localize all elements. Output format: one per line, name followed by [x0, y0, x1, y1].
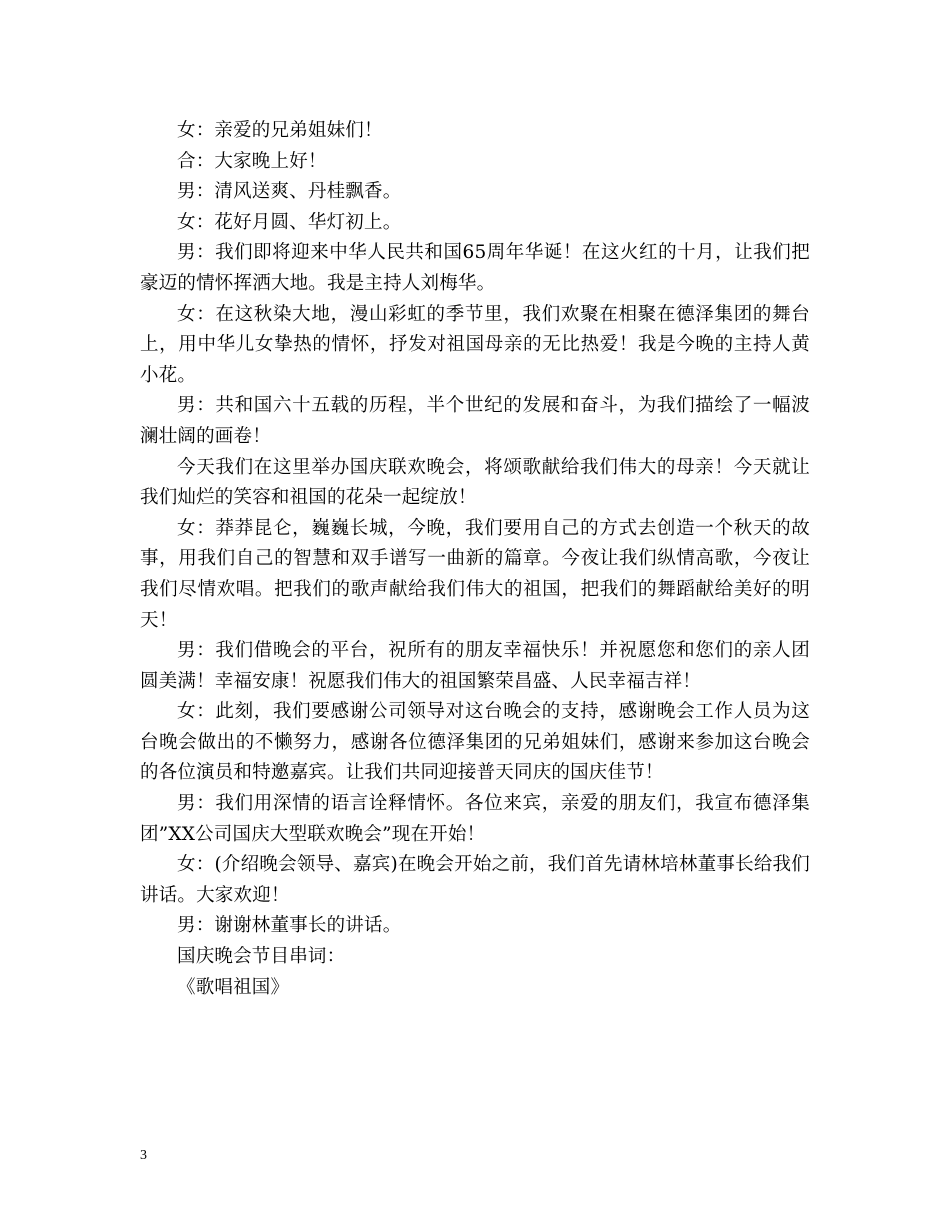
paragraph-program-heading: 国庆晚会节目串词：	[177, 946, 346, 968]
paragraph-female-introduce: 女：(介绍晚会领导、嘉宾)在晚会开始之前，我们首先请林培林董事长给我们讲话。大家欢迎！	[140, 854, 810, 906]
paragraph-male-thanks-chairman: 男：谢谢林董事长的讲话。	[177, 915, 402, 937]
paragraph-male-announce: 男：我们用深情的语言诠释情怀。各位来宾，亲爱的朋友们，我宣布德泽集团”XX公司国庆大型联欢晚会”现在开始！	[140, 793, 810, 845]
paragraph-female-moon: 女：花好月圆、华灯初上。	[177, 211, 402, 233]
paragraph-male-wishes: 男：我们借晚会的平台，祝所有的朋友幸福快乐！并祝愿您和您们的亲人团圆美满！幸福安康！祝愿我们伟大的祖国繁荣昌盛、人民幸福吉祥！	[140, 640, 810, 692]
paragraph-female-thanks: 女：此刻，我们要感谢公司领导对这台晚会的支持，感谢晚会工作人员为这台晚会做出的不懒努力，感谢各位德泽集团的兄弟姐妹们，感谢来参加这台晚会的各位演员和特邀嘉宾。让我们共同迎接普天同庆的国庆佳节！	[140, 701, 810, 784]
paragraph-today: 今天我们在这里举办国庆联欢晚会，将颂歌献给我们伟大的母亲！今天就让我们灿烂的笑容和祖国的花朵一起绽放！	[140, 456, 810, 509]
paragraph-male-anniversary: 男：我们即将迎来中华人民共和国65周年华诞！在这火红的十月，让我们把豪迈的情怀挥洒大地。我是主持人刘梅华。	[140, 242, 810, 294]
page-number: 3	[140, 1148, 147, 1163]
paragraph-greeting-together: 合：大家晚上好！	[177, 150, 327, 172]
paragraph-song-title: 《歌唱祖国》	[177, 976, 290, 998]
document-body	[140, 116, 810, 1003]
paragraph-female-autumn: 女：在这秋染大地，漫山彩虹的季节里，我们欢聚在相聚在德泽集团的舞台上，用中华儿女挚热的情怀，抒发对祖国母亲的无比热爱！我是今晚的主持人黄小花。	[140, 303, 810, 386]
paragraph-male-history: 男：共和国六十五载的历程，半个世纪的发展和奋斗，为我们描绘了一幅波澜壮阔的画卷！	[140, 395, 810, 447]
paragraph-female-kunlun: 女：莽莽昆仑，巍巍长城，今晚，我们要用自己的方式去创造一个秋天的故事，用我们自己的智慧和双手谱写一曲新的篇章。今夜让我们纵情高歌，今夜让我们尽情欢唱。把我们的歌声献给我们伟大的祖国，把我们的舞蹈献给美好的明天！	[140, 517, 810, 631]
paragraph-male-breeze: 男：清风送爽、丹桂飘香。	[177, 181, 402, 203]
paragraph-greeting-female: 女：亲爱的兄弟姐妹们！	[177, 120, 383, 141]
